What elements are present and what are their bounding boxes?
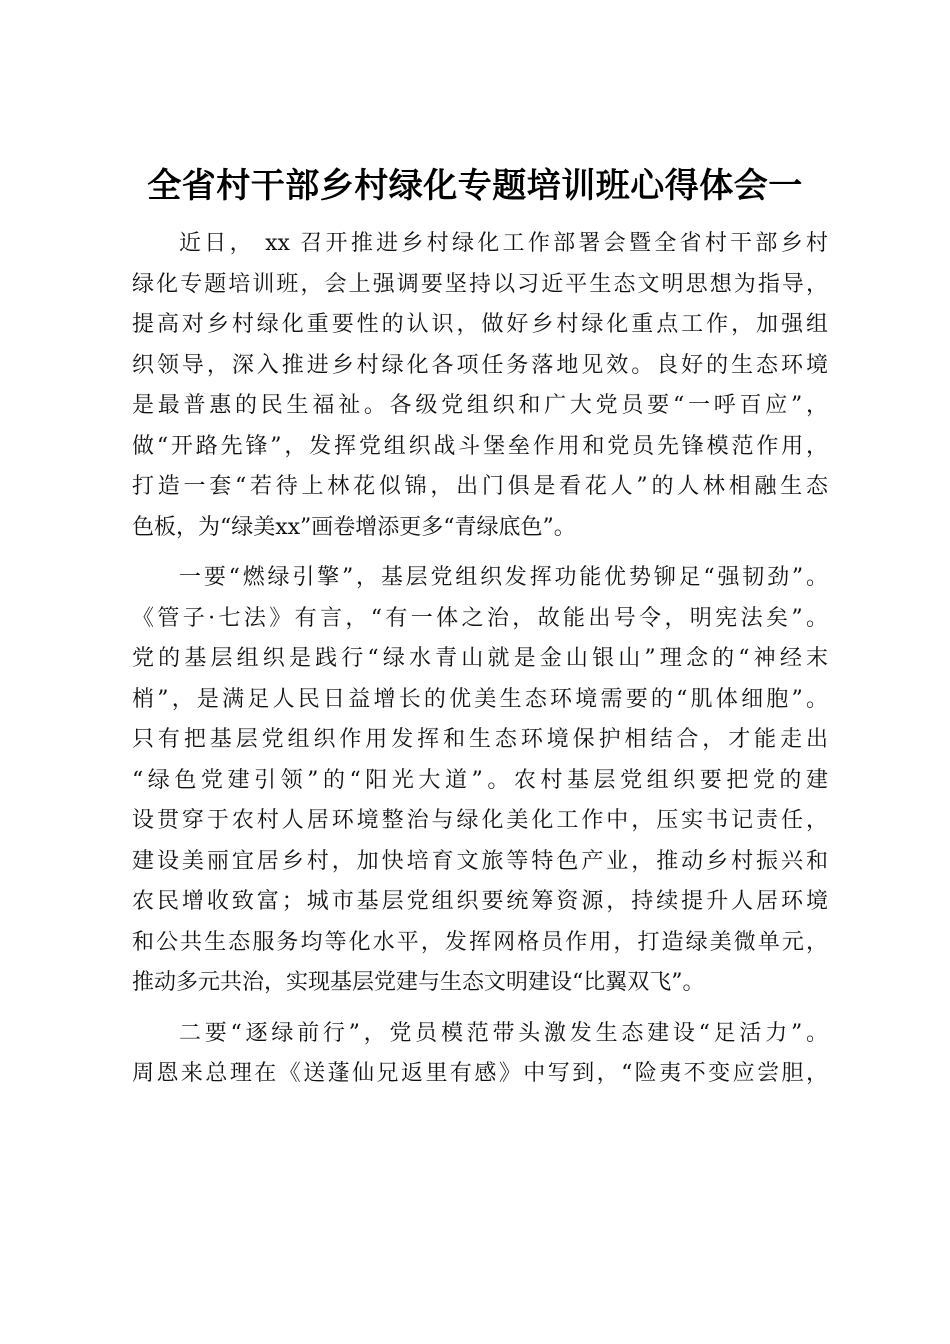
- text-line: 建设美丽宜居乡村，加快培育文旅等特色产业，推动乡村振兴和: [132, 848, 828, 874]
- text-line: 周恩来总理在《送蓬仙兄返里有感》中写到，“险夷不变应尝胆，: [132, 1061, 828, 1086]
- text-line: 色板，为“绿美xx”画卷增添更多“青绿底色”。: [132, 514, 576, 540]
- paragraph-1: [132, 224, 828, 548]
- text-line: 梢”，是满足人民日益增长的优美生态环境需要的“肌体细胞”。: [132, 686, 828, 712]
- text-line: 做“开路先锋”，发挥党组织战斗堡垒作用和党员先锋模范作用，: [132, 433, 828, 459]
- text-line: 一要“燃绿引擎”，基层党组织发挥功能优势铆足“强韧劲”。: [179, 565, 828, 590]
- paragraph-2: [132, 558, 828, 1004]
- text-line: “绿色党建引领”的“阳光大道”。农村基层党组织要把党的建: [132, 767, 828, 793]
- text-line: 绿化专题培训班，会上强调要坚持以习近平生态文明思想为指导，: [132, 271, 828, 297]
- text-line: 推动多元共治，实现基层党建与生态文明建设“比翼双飞”。: [132, 970, 705, 995]
- text-line: 打造一套“若待上林花似锦，出门俱是看花人”的人林相融生态: [132, 474, 828, 499]
- text-line: 是最普惠的民生福祉。各级党组织和广大党员要“一呼百应”，: [132, 393, 828, 418]
- text-line: 只有把基层党组织作用发挥和生态环境保护相结合，才能走出: [132, 727, 828, 752]
- text-line: 设贯穿于农村人居环境整治与绿化美化工作中，压实书记责任，: [132, 808, 828, 833]
- text-line: 织领导，深入推进乡村绿化各项任务落地见效。良好的生态环境: [132, 352, 828, 378]
- document-body: [132, 224, 828, 1105]
- paragraph-3: [132, 1014, 828, 1095]
- text-line: 党的基层组织是践行“绿水青山就是金山银山”理念的“神经末: [132, 646, 828, 671]
- text-line: 和公共生态服务均等化水平，发挥网格员作用，打造绿美微单元，: [132, 929, 828, 955]
- text-line: 二要“逐绿前行”，党员模范带头激发生态建设“足活力”。: [179, 1020, 828, 1046]
- text-line: 提高对乡村绿化重要性的认识，做好乡村绿化重点工作，加强组: [132, 312, 828, 337]
- text-line: 农民增收致富；城市基层党组织要统筹资源，持续提升人居环境: [132, 889, 828, 914]
- document-title: 全省村干部乡村绿化专题培训班心得体会一: [147, 166, 803, 206]
- text-line: 近日， xx 召开推进乡村绿化工作部署会暨全省村干部乡村: [179, 231, 828, 256]
- text-line: 《管子·七法》有言，“有一体之治，故能出号令，明宪法矣”。: [132, 605, 828, 631]
